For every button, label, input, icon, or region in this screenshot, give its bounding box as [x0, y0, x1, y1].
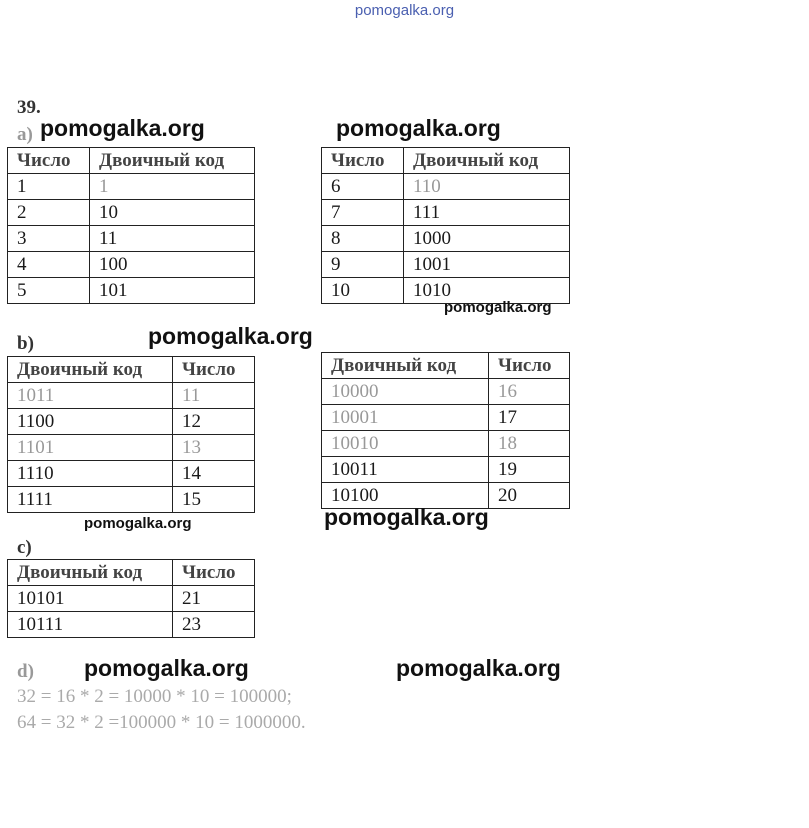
part-a-label: a)	[17, 124, 33, 145]
table-cell: 1	[8, 174, 90, 200]
table-cell: 101	[90, 278, 255, 304]
table-header: Число	[173, 357, 255, 383]
table-header: Двоичный код	[404, 148, 570, 174]
table-cell: 1	[90, 174, 255, 200]
table-cell: 1011	[8, 383, 173, 409]
table-header: Число	[173, 560, 255, 586]
table-cell: 15	[173, 487, 255, 513]
table-cell: 14	[173, 461, 255, 487]
table-cell: 1111	[8, 487, 173, 513]
table-header: Двоичный код	[8, 560, 173, 586]
table-cell: 16	[489, 379, 570, 405]
table-cell: 1001	[404, 252, 570, 278]
watermark: pomogalka.org	[148, 323, 313, 349]
table-row	[8, 612, 255, 638]
table-cell: 10011	[322, 457, 489, 483]
table-cell: 4	[8, 252, 90, 278]
table-cell: 110	[404, 174, 570, 200]
table-row	[322, 252, 570, 278]
table-cell: 100	[90, 252, 255, 278]
watermark: pomogalka.org	[324, 504, 489, 530]
part-c-label: c)	[17, 537, 32, 558]
table-a1	[7, 147, 255, 304]
table-row	[322, 174, 570, 200]
table-cell: 19	[489, 457, 570, 483]
site-header-link[interactable]: pomogalka.org	[354, 2, 455, 19]
table-cell: 1100	[8, 409, 173, 435]
table-row	[8, 252, 255, 278]
table-cell: 8	[322, 226, 404, 252]
table-cell: 1110	[8, 461, 173, 487]
table-b1	[7, 356, 255, 513]
table-header: Число	[489, 353, 570, 379]
watermark: pomogalka.org	[336, 115, 501, 141]
table-row	[322, 457, 570, 483]
table-cell: 9	[322, 252, 404, 278]
table-cell: 1000	[404, 226, 570, 252]
table-cell: 10010	[322, 431, 489, 457]
table-cell: 6	[322, 174, 404, 200]
table-cell: 12	[173, 409, 255, 435]
table-cell: 10111	[8, 612, 173, 638]
table-cell: 21	[173, 586, 255, 612]
table-b2	[321, 352, 570, 509]
table-row	[8, 174, 255, 200]
table-cell: 18	[489, 431, 570, 457]
table-row	[322, 431, 570, 457]
equation-line: 32 = 16 * 2 = 10000 * 10 = 100000;	[17, 686, 292, 707]
table-cell: 1010	[404, 278, 570, 304]
table-row	[322, 200, 570, 226]
part-b-label: b)	[17, 333, 34, 354]
table-cell: 10000	[322, 379, 489, 405]
table-cell: 10100	[322, 483, 489, 509]
table-row	[8, 200, 255, 226]
table-cell: 10	[90, 200, 255, 226]
table-header: Двоичный код	[8, 357, 173, 383]
table-cell: 10101	[8, 586, 173, 612]
part-d-label: d)	[17, 661, 34, 682]
watermark: pomogalka.org	[84, 515, 192, 532]
table-cell: 111	[404, 200, 570, 226]
equation-line: 64 = 32 * 2 =100000 * 10 = 1000000.	[17, 712, 306, 733]
table-header: Двоичный код	[322, 353, 489, 379]
table-row	[8, 383, 255, 409]
table-row	[8, 278, 255, 304]
table-cell: 2	[8, 200, 90, 226]
table-header: Число	[322, 148, 404, 174]
table-cell: 1101	[8, 435, 173, 461]
table-cell: 7	[322, 200, 404, 226]
table-row	[8, 487, 255, 513]
table-row	[322, 405, 570, 431]
table-cell: 23	[173, 612, 255, 638]
table-cell: 11	[173, 383, 255, 409]
table-row	[8, 435, 255, 461]
table-a2	[321, 147, 570, 304]
table-cell: 10	[322, 278, 404, 304]
table-row	[8, 409, 255, 435]
table-cell: 13	[173, 435, 255, 461]
watermark: pomogalka.org	[40, 115, 205, 141]
watermark: pomogalka.org	[84, 655, 249, 681]
table-row	[322, 379, 570, 405]
table-row	[8, 586, 255, 612]
table-row	[322, 226, 570, 252]
table-header: Число	[8, 148, 90, 174]
table-cell: 3	[8, 226, 90, 252]
table-cell: 11	[90, 226, 255, 252]
table-cell: 10001	[322, 405, 489, 431]
table-cell: 17	[489, 405, 570, 431]
table-row	[8, 461, 255, 487]
watermark: pomogalka.org	[396, 655, 561, 681]
table-row	[8, 226, 255, 252]
table-header: Двоичный код	[90, 148, 255, 174]
table-cell: 5	[8, 278, 90, 304]
table-cell: 20	[489, 483, 570, 509]
watermark: pomogalka.org	[444, 299, 552, 316]
problem-number: 39.	[17, 97, 41, 118]
table-c	[7, 559, 255, 638]
